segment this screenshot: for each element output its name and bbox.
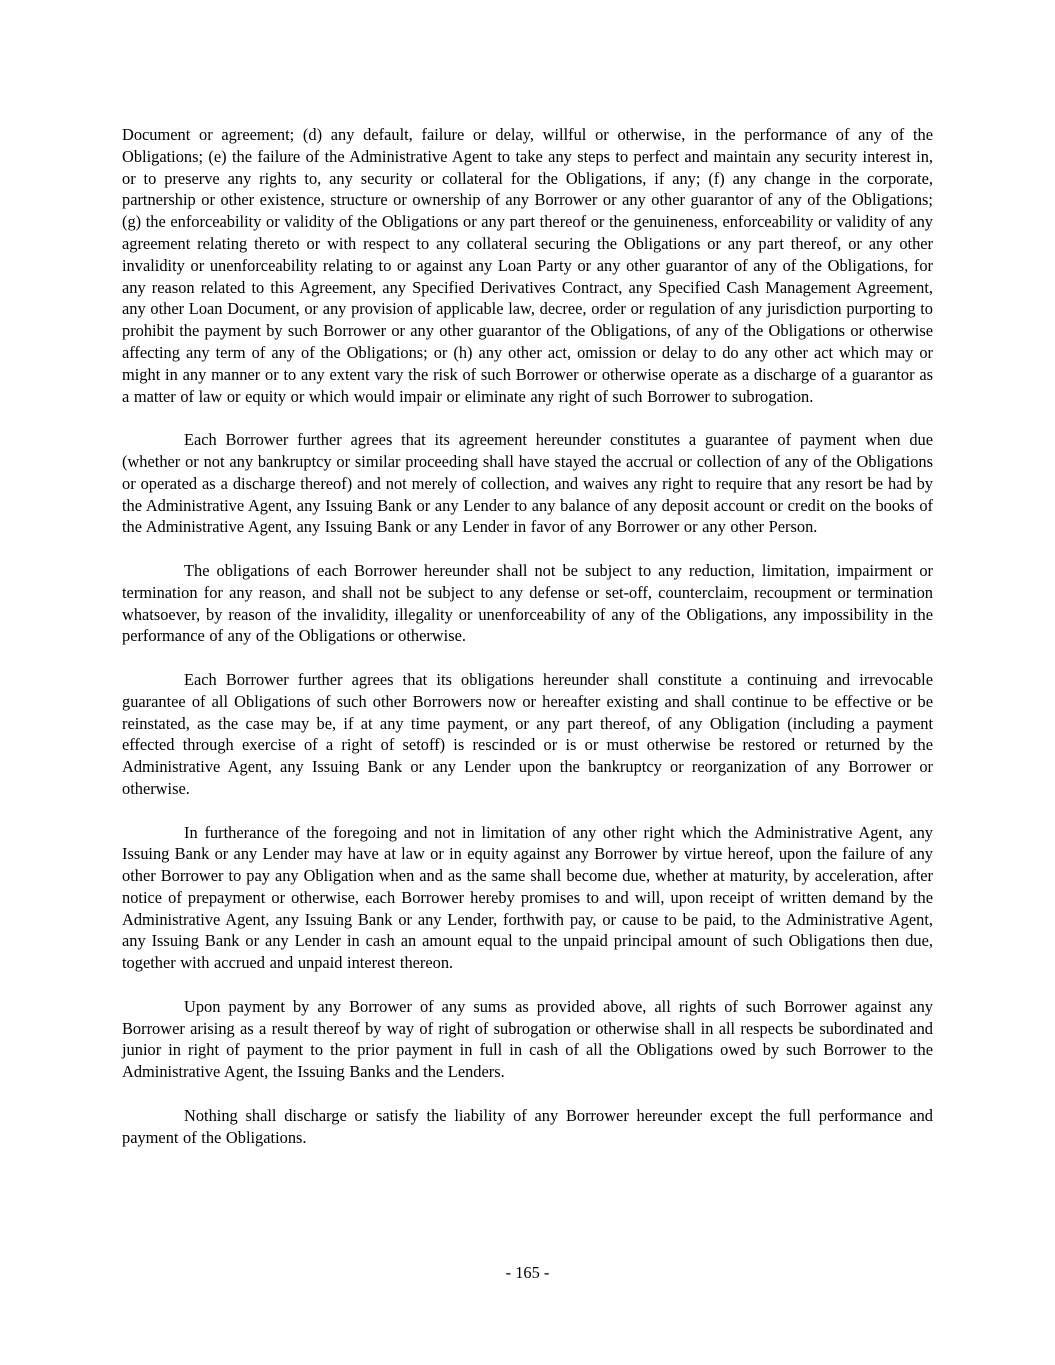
paragraph-continuation: Document or agreement; (d) any default, failure or delay, willful or otherwise, in the performance of any of the Obligations; (e) the failure of the Administrative Agent to take any steps to perfect and maintain any security interest in, or to preserve any rights to, any security or collateral for the Obligations, if any; (f) any change in the corporate, partnership or other existence, structure or ownership of any Borrower or any other guarantor of any of the Obligations; (g) the enforceability or validity of the Obligations or any part thereof or the genuineness, enforceability or validity of any agreement relating thereto or with respect to any collateral securing the Obligations or any part thereof, or any other invalidity or unenforceability relating to or against any Loan Party or any other guarantor of any of the Obligations, for any reason related to this Agreement, any Specified Derivatives Contract, any Specified Cash Management Agreement, any other Loan Document, or any provision of applicable law, decree, order or regulation of any jurisdiction purporting to prohibit the payment by such Borrower or any other guarantor of the Obligations, of any of the Obligations or otherwise affecting any term of any of the Obligations; or (h) any other act, omission or delay to do any other act which may or might in any manner or to any extent vary the risk of such Borrower or otherwise operate as a discharge of a guarantor as a matter of law or equity or which would impair or eliminate any right of such Borrower to subrogation.	[122, 125, 933, 406]
paragraph-nothing-shall-discharge: Nothing shall discharge or satisfy the liability of any Borrower hereunder except the full performance and payment of the Obligations.	[122, 1105, 933, 1147]
document-body	[122, 124, 933, 1170]
paragraph-in-furtherance: In furtherance of the foregoing and not in limitation of any other right which the Administrative Agent, any Issuing Bank or any Lender may have at law or in equity against any Borrower by virtue hereof, upon the failure of any other Borrower to pay any Obligation when and as the same shall become due, whether at maturity, by acceleration, after notice of prepayment or otherwise, each Borrower hereby promises to and will, upon receipt of written demand by the Administrative Agent, any Issuing Bank or any Lender, forthwith pay, or cause to be paid, to the Administrative Agent, any Issuing Bank or any Lender in cash an amount equal to the unpaid principal amount of such Obligations then due, together with accrued and unpaid interest thereon.	[122, 822, 933, 973]
paragraph-subrogation-subordinated: Upon payment by any Borrower of any sums as provided above, all rights of such Borrower against any Borrower arising as a result thereof by way of right of subrogation or otherwise shall in all respects be subordinated and junior in right of payment to the prior payment in full in cash of all the Obligations owed by such Borrower to the Administrative Agent, the Issuing Banks and the Lenders.	[122, 996, 933, 1082]
page-number: - 165 -	[505, 1263, 550, 1282]
paragraph-continuing-guarantee: Each Borrower further agrees that its obligations hereunder shall constitute a continuing and irrevocable guarantee of all Obligations of such other Borrowers now or hereafter existing and shall continue to be effective or be reinstated, as the case may be, if at any time payment, or any part thereof, of any Obligation (including a payment effected through exercise of a right of setoff) is rescinded or is or must otherwise be restored or returned by the Administrative Agent, any Issuing Bank or any Lender upon the bankruptcy or reorganization of any Borrower or otherwise.	[122, 669, 933, 798]
paragraph-guarantee-of-payment: Each Borrower further agrees that its agreement hereunder constitutes a guarantee of payment when due (whether or not any bankruptcy or similar proceeding shall have stayed the accrual or collection of any of the Obligations or operated as a discharge thereof) and not merely of collection, and waives any right to require that any resort be had by the Administrative Agent, any Issuing Bank or any Lender to any balance of any deposit account or credit on the books of the Administrative Agent, any Issuing Bank or any Lender in favor of any Borrower or any other Person.	[122, 430, 933, 537]
paragraph-obligations-not-subject: The obligations of each Borrower hereunder shall not be subject to any reduction, limitation, impairment or termination for any reason, and shall not be subject to any defense or set-off, counterclaim, recoupment or termination whatsoever, by reason of the invalidity, illegality or unenforceability of any of the Obligations, any impossibility in the performance of any of the Obligations or otherwise.	[122, 560, 933, 646]
